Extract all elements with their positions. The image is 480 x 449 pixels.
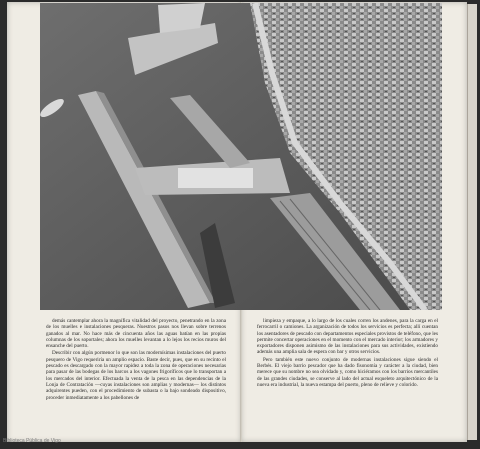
right-paragraph-1: limpieza y empaque, a lo largo de los cuales corren los andenes, para la carga en el ferrocarril o camiones. La arganización de todos los servicios es perfecta; allí cuentan los asentadores de pescado con departamentos especiales provistos de teléfono, que les permite concertar operaciones en el momento con el mercado interior; los armadores y exportadores disponen asimismo de las instalaciones para sus actividades, existiendo además una amplia sala de espera con bar y otros servicios. xyxy=(257,318,438,356)
left-text-column xyxy=(46,318,226,402)
right-paragraph-2: Pero también este nuevo conjunto de modernas instalaciones sigue siendo el Berbés. El viejo barrio pescador que ha dado fisonomía y carácter a la ciudad, bien merece que su nombre no sea olvidado y, como hiciéramos con los barrios mercantiles de las grandes ciudades, se conserve al lado del actual esqueleto arquitectónico de la nueva era industrial, la nueva estampa del puerto, pleno de relieve y colorido. xyxy=(257,356,438,388)
library-watermark: Biblioteca Pública de Vigo xyxy=(3,438,61,444)
left-paragraph-1: demás cantemplar ahora la magnífica vitalidad del proyecto, penetrando en la zona de los muelles e instalaciones pesqueras. Nuestros pasos nos llevan sobre terrenos ganados al mar. No hace más de cincuenta años las aguas batían en las propias columnas de los soportales; ahora los muelles levantan a lo lejos los recios muros del ensanche del puerto. xyxy=(46,318,226,350)
harbour-aerial-photo xyxy=(40,3,442,310)
page-edges xyxy=(467,4,477,440)
right-text-column xyxy=(257,318,438,389)
left-paragraph-2: Describir con algún pormenor lo que son las modernísimas instalaciones del puerto pesquero de Vigo requeriría un amplio espacio. Baste decir, pues, que en su recinto el pescado es descargado con la mayor rapidez a toda la zona de operaciones necesarias para pasar de las bodegas de los barcos a los vagones frigoríficos que lo transportan a los mercados del interior. Efectuada la venta de la pesca en las dependencias de la Lonja de Contratación —cuyas instalaciones son amplias y modernas— los distintos adquirentes pueden, con el procedimiento de subasta o la bajo sondeado dispositivo, proceder inmediatamente a los pabellones de xyxy=(46,350,226,401)
